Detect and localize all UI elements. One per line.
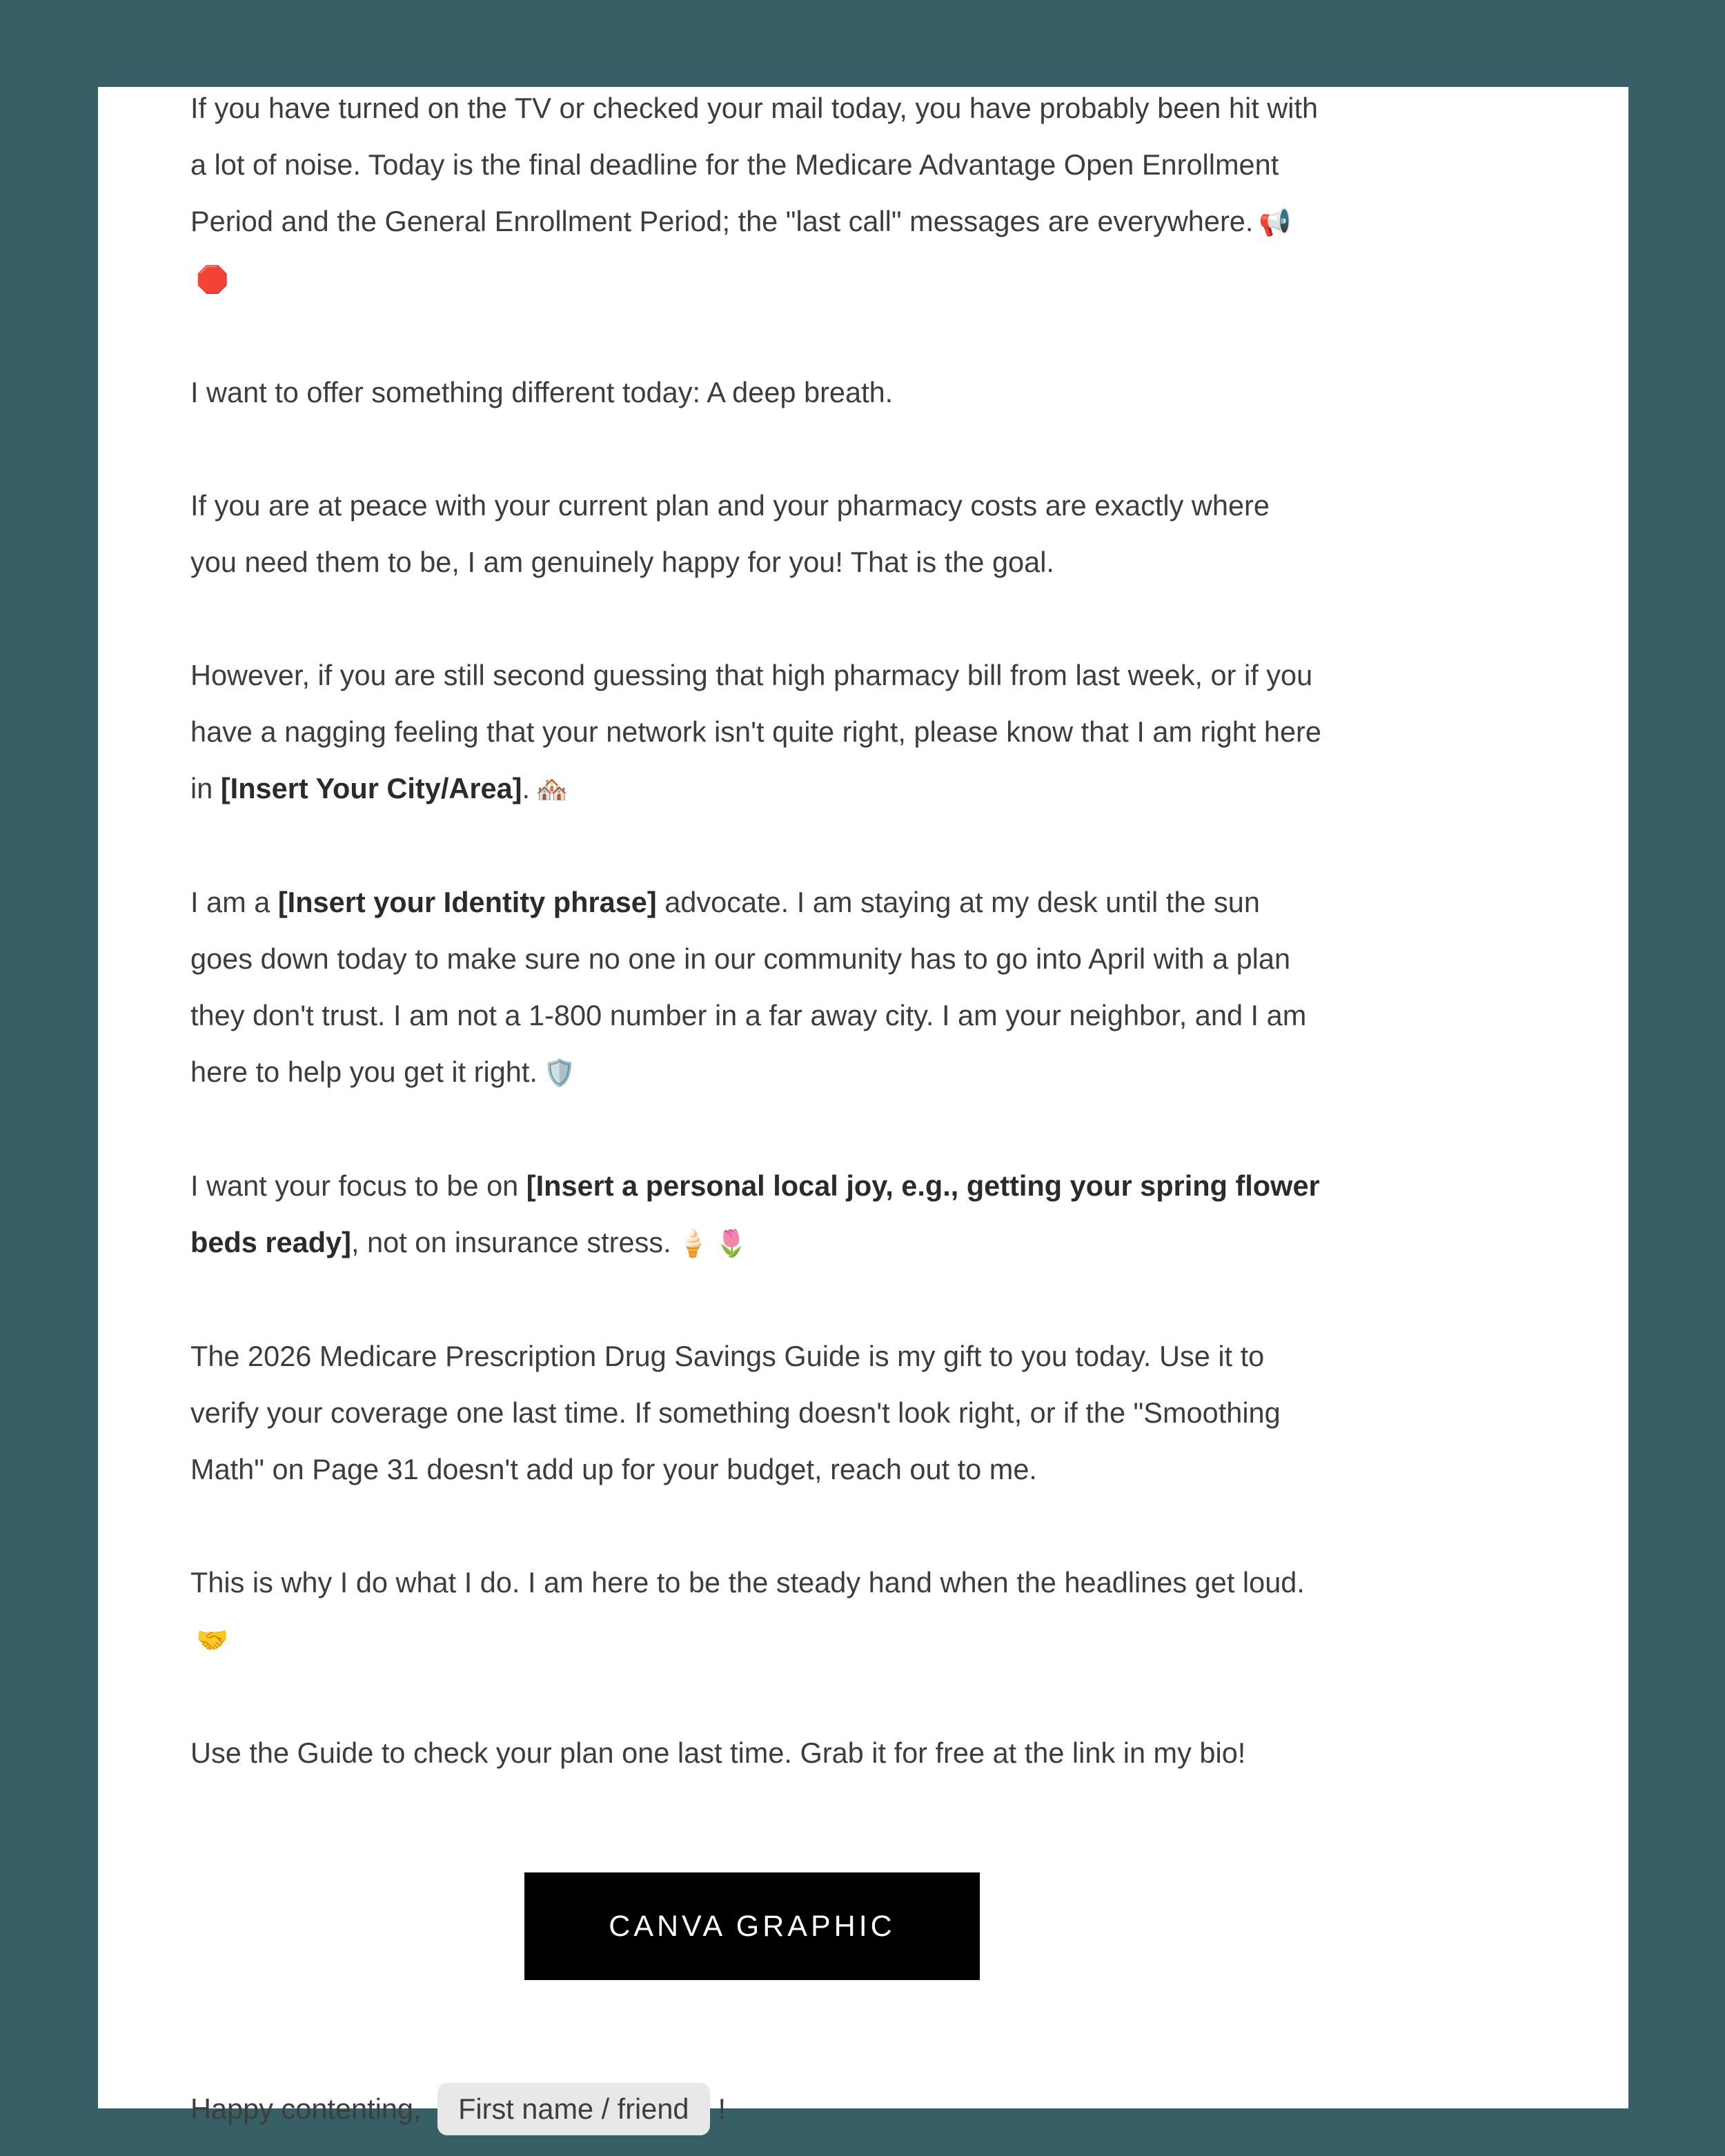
- body-paragraph-7: [190, 1328, 1322, 1498]
- cta-container: [524, 1872, 980, 1980]
- paragraph-text: This is why I do what I do. I am here to be the steady hand when the headlines get loud.: [190, 1566, 1305, 1599]
- houses-emoji: 🏘️: [535, 774, 569, 804]
- signoff-line: [190, 2081, 726, 2137]
- body-paragraph-9: [190, 1725, 1322, 1781]
- paragraph-text: If you are at peace with your current plan and your pharmacy costs are exactly where you need them to be, I am genuinely happy for you! That is the goal.: [190, 489, 1270, 578]
- body-paragraph-2: [190, 364, 1322, 421]
- paragraph-text: The 2026 Medicare Prescription Drug Savings Guide is my gift to you today. Use it to verify your coverage one last time. If something doesn't look right, or if the "Smoothing Math" on Page 31 doesn't add up for your budget, reach out to me.: [190, 1340, 1281, 1485]
- signoff-suffix: !: [718, 2093, 727, 2125]
- paragraph-text: Use the Guide to check your plan one last time. Grab it for free at the link in my bio!: [190, 1737, 1246, 1769]
- body-paragraph-8: [190, 1554, 1322, 1668]
- canva-graphic-button[interactable]: CANVA GRAPHIC: [524, 1872, 980, 1980]
- megaphone-emoji: 📢: [1259, 207, 1292, 237]
- placeholder-text: [Insert your Identity phrase]: [277, 886, 657, 918]
- paragraph-text: If you have turned on the TV or checked your mail today, you have probably been hit with a lot of noise. Today is the final deadline for the Medicare Advantage Open Enrollment Period and the General Enrollment Period; the "last call" messages are everywhere.: [190, 92, 1319, 237]
- paragraph-text: However, if you are still second guessing that high pharmacy bill from last week, or if you have a nagging feeling that your network isn't quite right, please know that I am right here in: [190, 659, 1321, 804]
- stop-sign-emoji: 🛑: [196, 264, 229, 295]
- shield-emoji: 🛡️: [542, 1058, 576, 1088]
- body-paragraph-6: [190, 1158, 1322, 1272]
- merge-tag-first-name[interactable]: First name / friend: [437, 2083, 709, 2135]
- signoff-prefix: Happy contenting,: [190, 2093, 422, 2125]
- body-paragraph-4: [190, 647, 1322, 818]
- placeholder-text: [Insert a personal local joy, e.g., getting your spring flower beds ready]: [190, 1169, 1320, 1258]
- paragraph-text: I want to offer something different today: A deep breath.: [190, 376, 894, 408]
- handshake-emoji: 🤝: [196, 1625, 229, 1655]
- body-paragraph-1: [190, 80, 1322, 308]
- email-card: [98, 87, 1628, 2125]
- body-paragraph-3: [190, 477, 1322, 591]
- email-body: [190, 80, 1322, 1838]
- tulip-emoji: 🌷: [714, 1228, 748, 1258]
- ice-cream-emoji: 🍦: [676, 1228, 709, 1258]
- paragraph-text: .: [522, 772, 530, 804]
- paragraph-text: I am a: [190, 886, 278, 918]
- body-paragraph-5: [190, 874, 1322, 1101]
- paragraph-text: , not on insurance stress.: [351, 1226, 671, 1258]
- paragraph-text: advocate. I am staying at my desk until the sun goes down today to make sure no one in our community has to go into April with a plan they don't trust. I am not a 1-800 number in a far away city. I am your neighbor, and I am here to help you get it right.: [190, 886, 1307, 1088]
- placeholder-text: [Insert Your City/Area]: [220, 772, 522, 804]
- paragraph-text: I want your focus to be on: [190, 1169, 526, 1202]
